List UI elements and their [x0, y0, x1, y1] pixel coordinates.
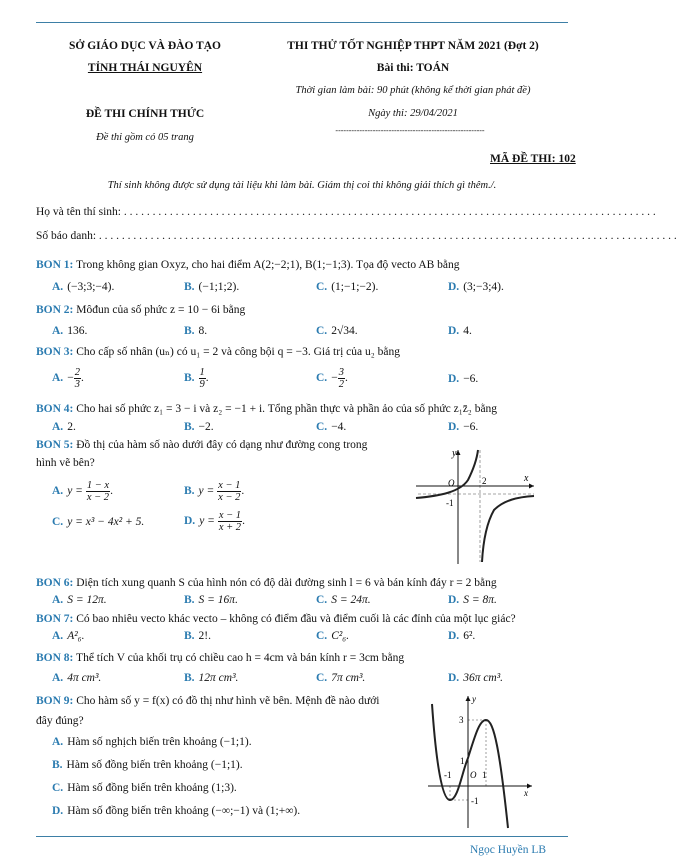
q8-option-c[interactable]: C. 7π cm³.: [316, 672, 366, 684]
q4-option-a[interactable]: A. 2.: [52, 421, 76, 433]
q6-option-a[interactable]: A. S = 12π.: [52, 594, 107, 606]
q5-curve-left: [416, 450, 478, 498]
q7-option-a[interactable]: A. A²₆.: [52, 630, 85, 642]
q9-option-a[interactable]: A. Hàm số nghịch biến trên khoảng (−1;1).: [52, 736, 252, 748]
q5-y-label: y: [452, 448, 457, 459]
exam-subject: Bài thi: TOÁN: [376, 62, 450, 74]
q6-option-d[interactable]: D. S = 8π.: [448, 594, 497, 606]
q9-origin-label: O: [470, 770, 477, 780]
question-4: BON 4: Cho hai số phức z₁ = 3 − i và z₂ = −1 + i. Tổng phần thực và phần ảo của số phức z₁z̄₂ bằng: [36, 403, 498, 415]
question-2: BON 2: Môđun của số phức z = 10 − 6i bằng: [36, 304, 246, 316]
q1-option-d[interactable]: D. (3;−3;4).: [448, 281, 504, 293]
q2-option-b[interactable]: B. 8.: [184, 325, 208, 337]
exam-code: MÃ ĐỀ THI: 102: [490, 153, 576, 165]
q9-tick-yneg1: -1: [471, 796, 479, 806]
q8-option-a[interactable]: A. 4π cm³.: [52, 672, 102, 684]
question-1: BON 1: Trong không gian Oxyz, cho hai điểm A(2;−2;1), B(1;−1;3). Tọa độ vecto AB bằng: [36, 259, 460, 271]
top-rule: [36, 22, 568, 23]
q8-option-d[interactable]: D. 36π cm³.: [448, 672, 504, 684]
q5-graph: [410, 444, 538, 568]
footer-author: Ngọc Huyền LB: [470, 844, 547, 856]
exam-title: THI THỬ TỐT NGHIỆP THPT NĂM 2021 (Đợt 2): [287, 40, 539, 52]
student-name-line: Họ và tên thí sinh: . . . . . . . . . . . . . . . . . . . . . . . . . . . . . . . . . . . . . . . . . . . . . . . . . . . . . . . . . . . . . . . . . . . . . . . . . . . . . . . . . . . . . . . . . . . . .: [36, 206, 656, 218]
q2-option-d[interactable]: D. 4.: [448, 325, 472, 337]
q5-option-b[interactable]: B. y = $\frac{x - 1}{x - 2}$ .: [184, 480, 245, 503]
question-6: BON 6: Diện tích xung quanh S của hình nón có độ dài đường sinh l = 6 và bán kính đáy r = 2 bằng: [36, 577, 497, 589]
bottom-rule: [36, 836, 568, 837]
dept-name: SỞ GIÁO DỤC VÀ ĐÀO TẠO: [69, 40, 221, 52]
q5-option-c[interactable]: C. y = x³ − 4x² + 5.: [52, 516, 145, 528]
question-5: BON 5: Đồ thị của hàm số nào dưới đây có dạng như đường cong trong: [36, 439, 368, 451]
q9-graph: [424, 692, 536, 832]
q1-option-c[interactable]: C. (1;−1;−2).: [316, 281, 379, 293]
q9-tick-xneg1: -1: [444, 770, 452, 780]
q5-x-arrow: [529, 484, 534, 489]
q3-option-b[interactable]: B. $\frac{1}{9}$ .: [184, 367, 209, 390]
q9-tick-3: 3: [459, 715, 464, 725]
q4-option-b[interactable]: B. −2.: [184, 421, 214, 433]
q8-option-b[interactable]: B. 12π cm³.: [184, 672, 239, 684]
q5-curve-right: [482, 496, 534, 562]
province-name: TỈNH THÁI NGUYÊN: [87, 62, 203, 74]
q6-option-c[interactable]: C. S = 24π.: [316, 594, 371, 606]
q7-option-b[interactable]: B. 2!.: [184, 630, 212, 642]
q9-option-d[interactable]: D. Hàm số đồng biến trên khoảng (−∞;−1) và (1;+∞).: [52, 805, 301, 817]
official-label: ĐỀ THI CHÍNH THỨC: [85, 108, 205, 120]
q9-y-label: y: [472, 694, 476, 704]
q1-option-b[interactable]: B. (−1;1;2).: [184, 281, 240, 293]
q3-option-c[interactable]: C. − $\frac{3}{2}$ .: [316, 367, 348, 390]
q9-x-label: x: [524, 788, 528, 798]
q6-option-b[interactable]: B. S = 16π.: [184, 594, 238, 606]
page-count: Đề thi gồm có 05 trang: [96, 132, 194, 143]
exam-duration: Thời gian làm bài: 90 phút (không kể thời gian phát đề): [295, 85, 531, 96]
q7-option-c[interactable]: C. C²₆.: [316, 630, 350, 642]
q9-curve: [432, 704, 508, 828]
q4-option-d[interactable]: D. −6.: [448, 421, 479, 433]
q4-option-c[interactable]: C. −4.: [316, 421, 347, 433]
q9-option-c[interactable]: C. Hàm số đồng biến trên khoảng (1;3).: [52, 782, 237, 794]
exam-date: Ngày thi: 29/04/2021: [368, 108, 458, 119]
q2-option-a[interactable]: A. 136.: [52, 325, 88, 337]
question-8: BON 8: Thể tích V của khối trụ có chiều cao h = 4cm và bán kính r = 3cm bằng: [36, 652, 405, 664]
q7-option-d[interactable]: D. 6².: [448, 630, 476, 642]
dash-line: --------------------------------------------------------: [335, 126, 485, 135]
q9-y-arrow: [466, 696, 471, 701]
q5-x-label: x: [524, 473, 529, 484]
student-id-line: Số báo danh: . . . . . . . . . . . . . . . . . . . . . . . . . . . . . . . . . . . . . . . . . . . . . . . . . . . . . . . . . . . . . . . . . . . . . . . . . . . . . . . . . . . . . . . . . . . . . . . . . . . . .: [36, 230, 677, 242]
question-7: BON 7: Có bao nhiêu vecto khác vecto – không có điểm đầu và điểm cuối là các đỉnh của một lục giác?: [36, 613, 516, 625]
question-9: BON 9: Cho hàm số y = f(x) có đồ thị như hình vẽ bên. Mệnh đề nào dưới: [36, 695, 380, 707]
q9-tick-1: 1: [460, 756, 465, 766]
exam-notice: Thí sinh không được sử dụng tài liệu khi làm bài. Giám thị coi thi không giải thích gì thêm./.: [107, 180, 497, 191]
q3-option-d[interactable]: D. −6.: [448, 373, 479, 385]
q5-option-d[interactable]: D. y = $\frac{x - 1}{x + 2}$ .: [184, 510, 245, 533]
q1-option-a[interactable]: A. (−3;3;−4).: [52, 281, 115, 293]
q5-tick-2: 2: [482, 476, 487, 486]
q5-tick-neg1: -1: [446, 498, 454, 508]
question-3: BON 3: Cho cấp số nhân (uₙ) có u₁ = 2 và công bội q = −3. Giá trị của u₂ bằng: [36, 346, 400, 358]
q5-origin-label: O: [448, 478, 455, 488]
q9-tick-x1: 1: [482, 770, 487, 780]
q3-option-a[interactable]: A. − $\frac{2}{3}$ .: [52, 367, 84, 390]
q5-option-a[interactable]: A. y = $\frac{1 - x}{x - 2}$ .: [52, 480, 113, 503]
q9-option-b[interactable]: B. Hàm số đồng biến trên khoảng (−1;1).: [52, 759, 243, 771]
question-9-cont: đây đúng?: [36, 715, 84, 727]
q2-option-c[interactable]: C. 2√34.: [316, 325, 358, 337]
question-5-cont: hình vẽ bên?: [36, 457, 95, 469]
